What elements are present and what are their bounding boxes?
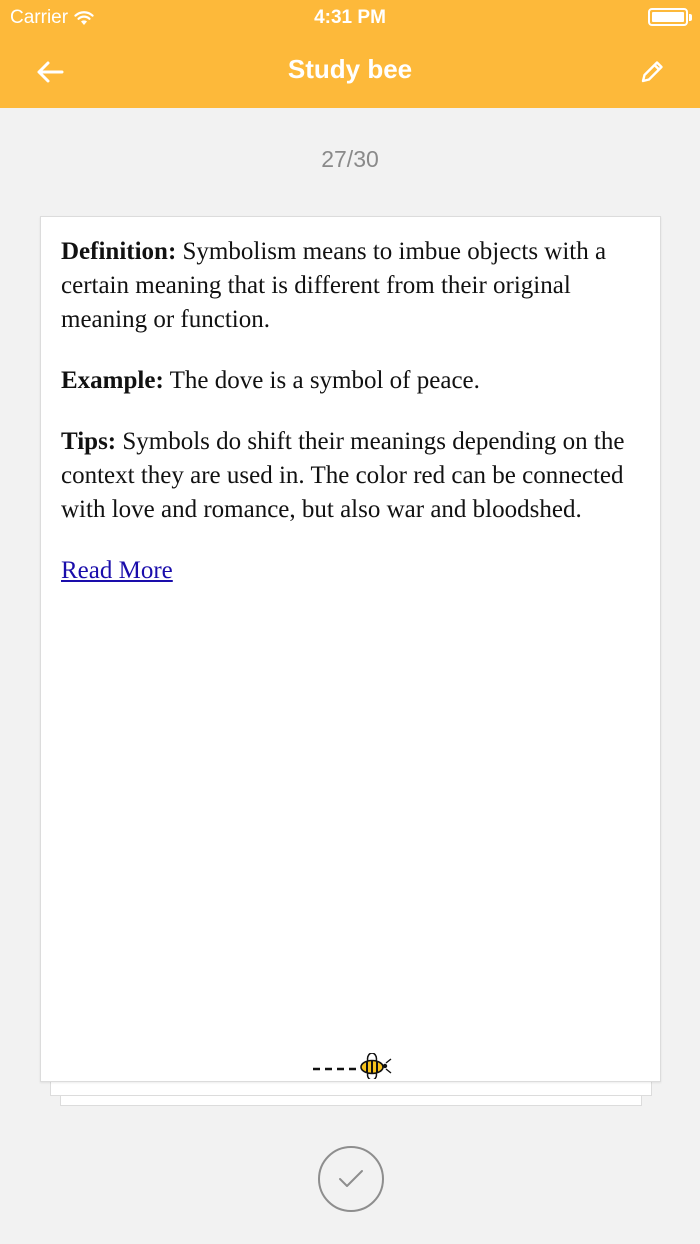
edit-button[interactable]: [632, 52, 672, 92]
definition-paragraph: [61, 235, 640, 337]
mark-done-button[interactable]: [318, 1146, 384, 1212]
example-label: Example:: [61, 367, 164, 394]
checkmark-icon: [337, 1168, 365, 1190]
read-more-link[interactable]: Read More: [61, 557, 173, 584]
progress-counter: 27/30: [321, 146, 379, 172]
page-title: Study bee: [287, 54, 413, 84]
status-time: 4:31 PM: [314, 7, 386, 28]
top-bar: [0, 0, 700, 108]
carrier-label: Carrier: [10, 7, 69, 28]
flashcard: [40, 216, 661, 1082]
tips-text: Symbols do shift their meanings depending on the context they are used in. The color red can be connected with love and romance, but also war and bloodshed.: [61, 428, 625, 523]
tips-label: Tips:: [61, 428, 117, 455]
definition-label: Definition:: [61, 238, 177, 265]
battery-icon: [648, 8, 688, 26]
example-paragraph: [61, 364, 640, 398]
example-text: The dove is a symbol of peace.: [163, 367, 480, 394]
flashcard-body: [41, 217, 660, 588]
bee-icon: [311, 1053, 401, 1079]
definition-text: Symbolism means to imbue objects with a certain meaning that is different from their original meaning or function.: [61, 238, 607, 333]
navigation-bar: [0, 36, 700, 108]
status-bar: [0, 0, 700, 36]
tips-paragraph: [61, 425, 640, 527]
pencil-icon: [639, 59, 665, 85]
